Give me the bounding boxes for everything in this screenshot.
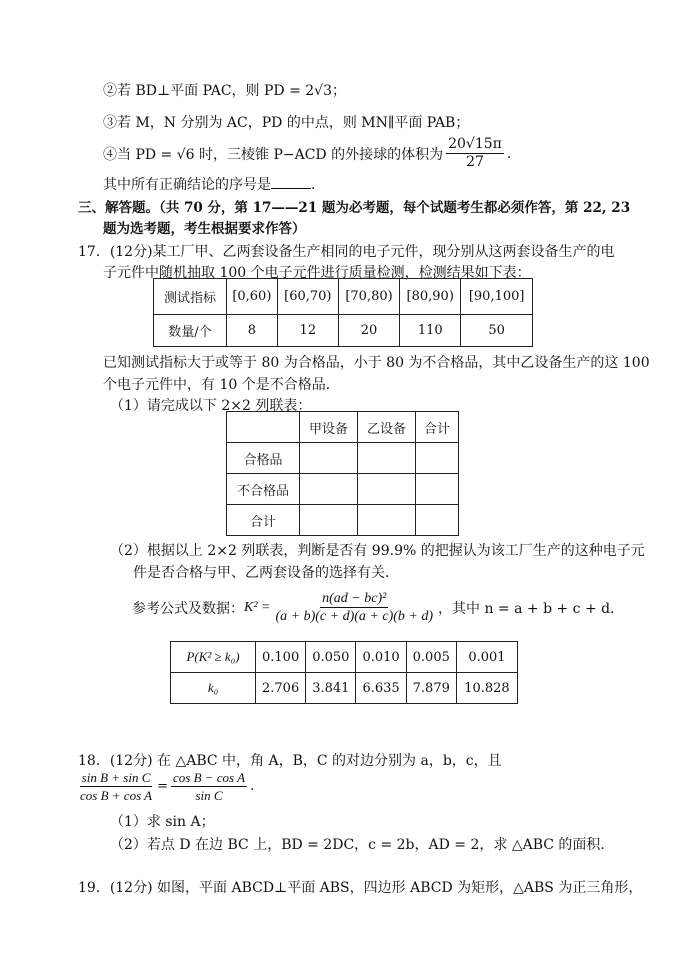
table-cell: 合计 — [227, 505, 300, 536]
table-cell: 0.100 — [256, 642, 306, 673]
q18-equation — [78, 769, 254, 804]
table-cell — [227, 412, 300, 443]
table-cell: 0.050 — [306, 642, 356, 673]
table-cell: 10.828 — [456, 673, 517, 704]
table-cell: 3.841 — [306, 673, 356, 704]
q18-line1: 18．(12分) 在 △ABC 中，角 A，B，C 的对边分别为 a，b，c，且 — [78, 753, 502, 769]
table-cell: P(K² ≥ k₀) — [171, 642, 256, 673]
fraction-numerator: n(ad − bc)² — [322, 591, 387, 606]
table-cell: 0.010 — [356, 642, 406, 673]
table-cell: [60,70) — [277, 279, 338, 315]
fraction-numerator: sin B + sin C — [81, 770, 151, 785]
critical-value-table — [170, 641, 518, 704]
q17-part1: （1）请完成以下 2×2 列联表： — [110, 398, 312, 414]
contingency-table — [226, 411, 459, 536]
fraction-numerator: cos B − cos A — [172, 770, 246, 785]
answer-blank — [271, 178, 311, 189]
option-3: ③若 M，N 分别为 AC，PD 的中点，则 MN∥平面 PAB； — [103, 115, 470, 131]
fraction-denominator: 27 — [466, 154, 484, 170]
option-4: ④当 PD = √6 时，三棱锥 P−ACD 的外接球的体积为 $\frac{20√15\pi}{27}$ . — [103, 136, 512, 170]
table-cell: 甲设备 — [300, 412, 358, 443]
table-cell: 乙设备 — [358, 412, 416, 443]
section-heading-line2: 题为选考题，考生根据要求作答） — [103, 221, 306, 237]
rhs-fraction — [171, 769, 247, 804]
q17-intro-line1: 17．(12分)某工厂甲、乙两套设备生产相同的电子元件，现分别从这两套设备生产的电 — [78, 244, 615, 260]
table-cell: 20 — [338, 315, 399, 347]
q17-text-line2: 个电子元件中，有 10 个是不合格品． — [103, 377, 340, 393]
q17-text-line1: 已知测试指标大于或等于 80 为合格品，小于 80 为不合格品，其中乙设备生产的这 100 — [103, 355, 650, 371]
table-cell: 7.879 — [406, 673, 456, 704]
sphere-volume-fraction — [446, 136, 504, 171]
fraction-numerator: 20√15π — [448, 136, 502, 152]
equation-end: . — [250, 779, 255, 794]
table-cell: [90,100] — [461, 279, 533, 315]
k2-fraction — [273, 590, 435, 625]
q18-part1: （1）求 sin A； — [110, 814, 215, 830]
table-cell: 测试指标 — [154, 279, 227, 315]
table-cell: 不合格品 — [227, 474, 300, 505]
table-cell: 8 — [227, 315, 278, 347]
q17-intro-line2: 子元件中随机抽取 100 个电子元件进行质量检测，检测结果如下表： — [103, 265, 531, 281]
reference-formula — [132, 590, 624, 625]
formula-lhs: K² = — [244, 599, 271, 615]
equals-sign: = — [157, 779, 168, 794]
section-heading-line1: 三、解答题。（共 70 分，第 17——21 题为必考题，每个试题考生都必须作答，第 22, 23 — [78, 200, 631, 216]
table-row — [154, 279, 533, 315]
q18-part2: （2）若点 D 在边 BC 上，BD = 2DC，c = 2b，AD = 2，求 △ABC 的面积. — [110, 837, 605, 853]
table-row — [227, 474, 459, 505]
table-cell: 合计 — [416, 412, 459, 443]
table-row — [227, 443, 459, 474]
formula-tail: ，其中 n = a + b + c + d． — [438, 600, 625, 617]
fraction-denominator: sin C — [195, 788, 223, 803]
option-2: ②若 BD⊥平面 PAC，则 PD = 2√3； — [103, 83, 346, 99]
table-cell: 6.635 — [356, 673, 406, 704]
conclusion-prompt: 其中所有正确结论的序号是 . — [103, 177, 316, 193]
table-row — [227, 505, 459, 536]
formula-label: 参考公式及数据： — [132, 600, 244, 617]
table-row — [171, 673, 518, 704]
table-row — [154, 315, 533, 347]
fraction-denominator: cos B + cos A — [80, 788, 153, 803]
table-cell: k₀ — [171, 673, 256, 704]
q17-part2-line2: 件是否合格与甲、乙两套设备的选择有关． — [133, 565, 399, 581]
table-cell: 合格品 — [227, 443, 300, 474]
table-row — [227, 412, 459, 443]
table-cell: 0.001 — [456, 642, 517, 673]
table-cell: 0.005 — [406, 642, 456, 673]
table-row — [171, 642, 518, 673]
q17-part2-line1: （2）根据以上 2×2 列联表，判断是否有 99.9% 的把握认为该工厂生产的这种电子元 — [110, 543, 645, 559]
table-cell: [70,80) — [338, 279, 399, 315]
table-cell: 50 — [461, 315, 533, 347]
lhs-fraction — [78, 769, 154, 804]
q19-line1: 19．(12分) 如图，平面 ABCD⊥平面 ABS，四边形 ABCD 为矩形，△ABS 为正三角形， — [78, 880, 643, 896]
option-4-text: ④当 PD = √6 时，三棱锥 P−ACD 的外接球的体积为 — [103, 146, 444, 163]
fraction-denominator: (a + b)(c + d)(a + c)(b + d) — [275, 609, 433, 624]
test-result-table — [153, 278, 533, 347]
table-cell: 2.706 — [256, 673, 306, 704]
table-cell: 12 — [277, 315, 338, 347]
table-cell: [0,60) — [227, 279, 278, 315]
table-cell: 110 — [400, 315, 461, 347]
table-cell: 数量/个 — [154, 315, 227, 347]
table-cell: [80,90) — [400, 279, 461, 315]
